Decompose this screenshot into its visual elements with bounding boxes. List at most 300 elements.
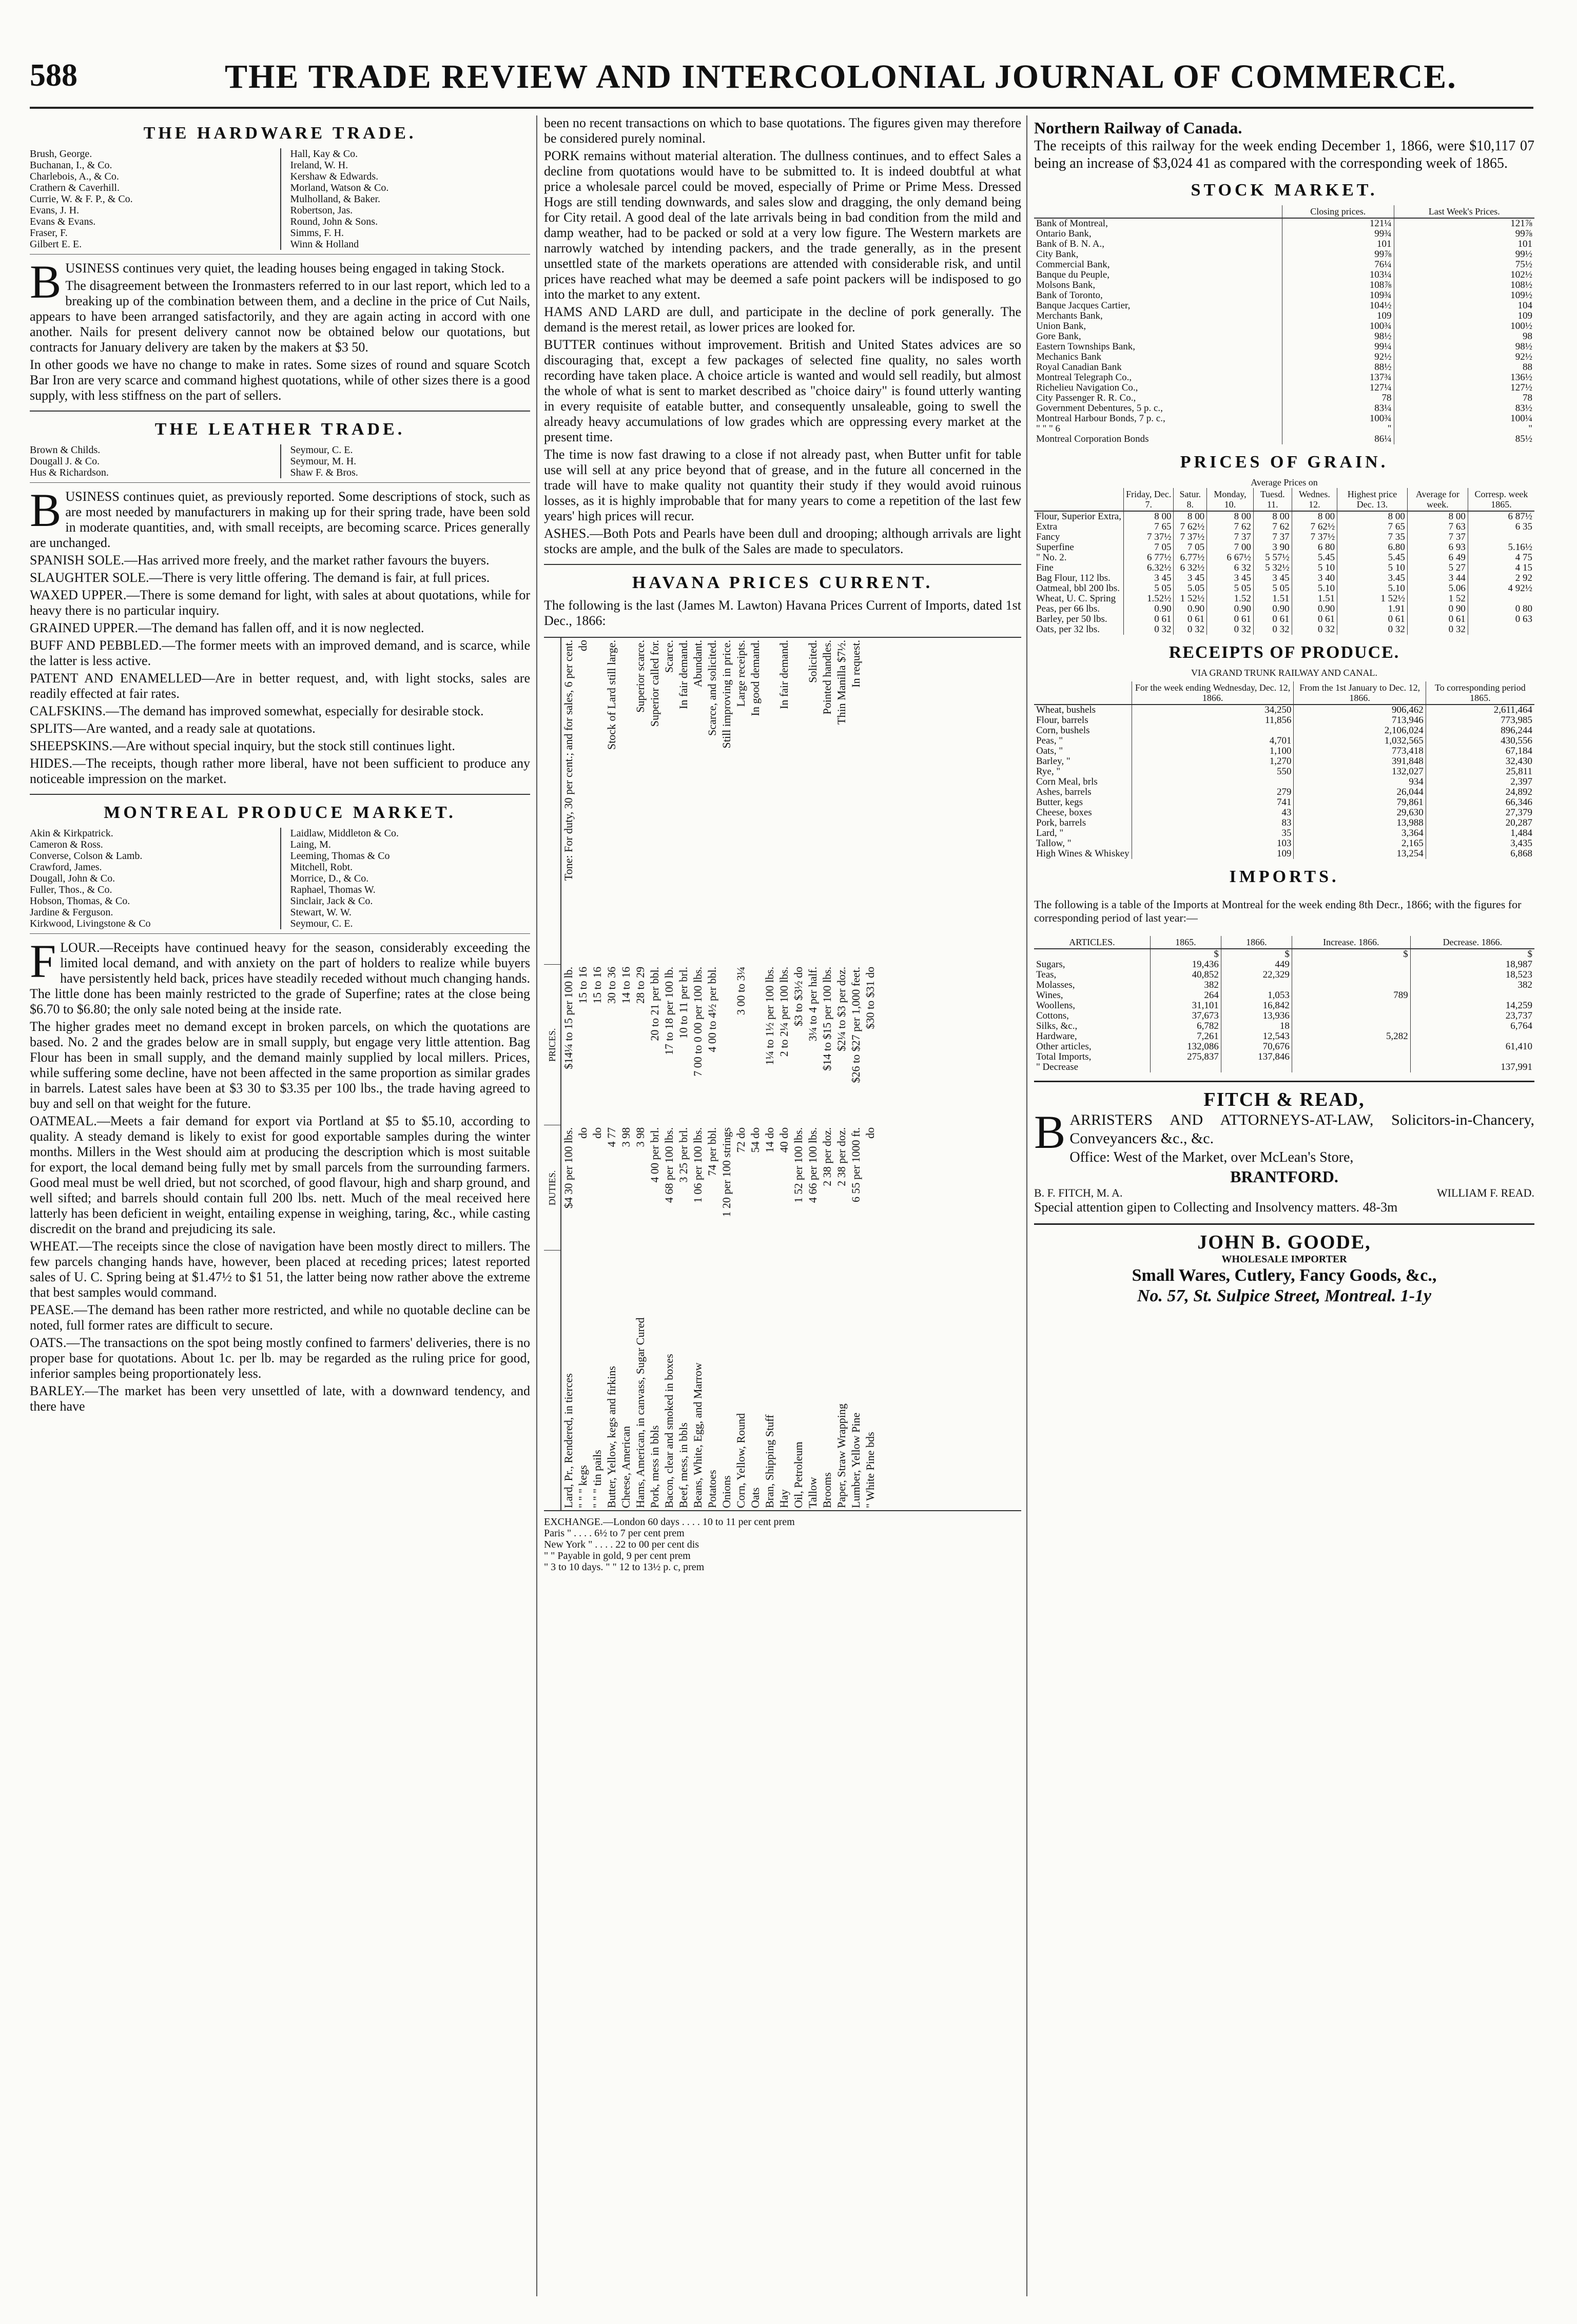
table-cell: 61,410 [1410, 1042, 1534, 1052]
table-cell: 137,846 [1221, 1052, 1292, 1062]
col2-paragraph: The time is now fast drawing to a close if not already past, when Butter unfit for table use will sell at any price beyond that of grease, and in the future all concerned in the trade will have to make quality not quantity their study if they would avoid ruinous losses, as it is highly improbable that for many years to come a repetition of the last few years' high prices will recur. [544, 447, 1021, 523]
firm-name: Fraser, F. [30, 227, 68, 239]
leather-item: HIDES.—The receipts, though rather more liberal, have not been sufficient to produce any noticeable impression on the market. [30, 756, 530, 786]
table-cell: " " " tin pails [591, 1450, 603, 1508]
table-cell: 1 52 [1407, 594, 1468, 604]
table-cell: Eastern Townships Bank, [1036, 341, 1136, 352]
firm-name: Simms, F. H. [290, 227, 344, 239]
table-cell: 382 [1150, 980, 1221, 990]
table-cell: 6,782 [1150, 1021, 1221, 1031]
table-cell: " White Pine bds [864, 1432, 877, 1508]
table-cell: $ [1410, 949, 1534, 960]
table-cell: Wheat, bushels [1036, 705, 1096, 715]
table-cell: 7 37½ [1124, 532, 1174, 542]
table-cell: 0 61 [1174, 614, 1207, 624]
column-3 [1034, 115, 1534, 1306]
table-cell [748, 965, 763, 1125]
table-cell: Tallow [806, 1477, 819, 1508]
table-cell: 0 63 [1468, 614, 1534, 624]
table-cell: 3 45 [1207, 573, 1254, 583]
table-cell: 5 05 [1207, 583, 1254, 594]
table-cell: 0 32 [1207, 624, 1254, 635]
leather-item: SHEEPSKINS.—Are without special inquiry, but the stock still continues light. [30, 738, 455, 753]
table-cell: $30 to $31 do [864, 966, 877, 1029]
stock-col-last: Last Week's Prices. [1394, 205, 1534, 218]
exchange-line: New York " . . . . 22 to 00 per cent dis [544, 1539, 699, 1550]
receipts-table [1034, 681, 1534, 859]
grain-col-article [1034, 488, 1124, 511]
leather-item: WAXED UPPER.—There is some demand for light, with sales at about quotations, while for heavy there is no particular inquiry. [30, 588, 530, 618]
table-cell: 5,282 [1292, 1031, 1410, 1042]
firm-name: Evans, J. H. [30, 205, 80, 216]
imports-col-header: Increase. 1866. [1292, 936, 1410, 949]
imports-col-header: Decrease. 1866. [1410, 936, 1534, 949]
havana-row [662, 638, 676, 1510]
grain-row [1034, 553, 1534, 563]
stock-row [1034, 249, 1534, 260]
table-cell: 0 90 [1407, 604, 1468, 614]
table-cell: Thin Manilla $7½. [835, 640, 848, 725]
divider [30, 411, 530, 412]
table-cell: 1,270 [1132, 756, 1294, 767]
firm-name: Akin & Kirkpatrick. [30, 828, 113, 839]
table-cell: Fancy [1036, 532, 1060, 542]
hardware-paragraph: The disagreement between the Ironmasters referred to in our last report, which led to a breaking up of the combination between them, and a decline in the price of Cut Nails, appears to have been arranged satisfactorily, and they are again acting in accord with one another. Nails for present delivery cannot now be obtained below our quotations, but contracts for January delivery are taken by the makers at $3 50. [30, 278, 530, 355]
firms-right [280, 444, 531, 478]
firm-name: Laing, M. [290, 839, 331, 850]
table-cell: Union Bank, [1036, 321, 1086, 331]
page-title: THE TRADE REVIEW AND INTERCOLONIAL JOURNAL OF COMMERCE. [225, 58, 1457, 95]
leather-item: SPLITS—Are wanted, and a ready sale at quotations. [30, 721, 316, 736]
table-cell: 132,086 [1150, 1042, 1221, 1052]
leather-item: BUFF AND PEBBLED.—The former meets with an improved demand, and is scarce, while the latter is less active. [30, 638, 530, 668]
drop-cap: B [30, 256, 62, 308]
table-cell [1410, 1031, 1534, 1042]
table-cell: 40 do [777, 1127, 790, 1153]
goode-advert [1034, 1223, 1534, 1306]
table-cell: 7 65 [1124, 522, 1174, 532]
table-cell: 1 52½ [1174, 594, 1207, 604]
havana-rotated [544, 638, 1021, 1510]
table-cell: 85½ [1394, 434, 1534, 444]
table-cell: 31,101 [1150, 1001, 1221, 1011]
stock-row [1034, 218, 1534, 229]
firm-name: Seymour, C. E. [290, 444, 353, 456]
table-cell [1150, 1062, 1221, 1072]
table-cell: 2 38 per doz. [821, 1127, 833, 1186]
table-cell: 3¼ to 4 per half. [806, 966, 819, 1042]
table-cell: 5 57½ [1253, 553, 1292, 563]
table-cell: 121⅞ [1394, 218, 1534, 229]
table-cell: Hardware, [1036, 1031, 1077, 1042]
firm-name: Converse, Colson & Lamb. [30, 850, 143, 862]
stock-row [1034, 352, 1534, 362]
stock-row [1034, 290, 1534, 301]
table-cell: Wheat, U. C. Spring [1036, 593, 1116, 604]
fitch-line: BARRISTERS AND ATTORNEYS-AT-LAW, Solicitors-in-Chancery, Conveyancers &c., &c. [1034, 1106, 1534, 1158]
table-cell: Potatoes [706, 1470, 718, 1508]
table-cell: Banque Jacques Cartier, [1036, 300, 1131, 311]
firm-name: Dougall, John & Co. [30, 873, 115, 884]
table-cell: 37,673 [1150, 1011, 1221, 1021]
table-cell: 3 98 [619, 1127, 632, 1147]
havana-row [676, 638, 691, 1510]
table-cell: 28 to 29 [634, 966, 647, 1004]
table-cell: Superior scarce. [634, 640, 647, 713]
table-cell: do [576, 1127, 589, 1139]
table-cell: Wines, [1036, 990, 1063, 1001]
table-cell: 43 [1132, 808, 1294, 818]
column-rule [1026, 115, 1027, 2296]
table-cell [1221, 980, 1292, 990]
stock-row [1034, 311, 1534, 321]
table-cell: Barley, " [1036, 756, 1070, 767]
grain-col-header: Wednes. 12. [1292, 488, 1337, 511]
table-cell: Corn Meal, brls [1036, 776, 1098, 787]
table-cell [791, 638, 806, 965]
table-cell: Large receipts. [734, 640, 747, 707]
table-cell: Teas, [1036, 969, 1057, 980]
firm-name: Seymour, M. H. [290, 456, 357, 467]
table-cell: 83 [1132, 818, 1294, 828]
table-cell: 6.77½ [1174, 553, 1207, 563]
receipts-col-header: From the 1st January to Dec. 12, 1866. [1294, 681, 1426, 705]
table-cell: 275,837 [1150, 1052, 1221, 1062]
stock-row [1034, 414, 1534, 424]
table-cell: Commercial Bank, [1036, 259, 1110, 270]
table-cell: 2,397 [1426, 777, 1534, 787]
firm-name: Buchanan, I., & Co. [30, 160, 112, 171]
table-cell: 127¼ [1282, 383, 1394, 393]
stock-row [1034, 239, 1534, 249]
table-cell: 19,436 [1150, 960, 1221, 970]
table-cell: 3 45 [1124, 573, 1174, 583]
col2-paragraph: been no recent transactions on which to base quotations. The figures given may therefore be considered purely nominal. [544, 115, 1021, 146]
table-cell: Royal Canadian Bank [1036, 362, 1122, 373]
firm-name: Raphael, Thomas W. [290, 884, 376, 895]
receipts-row [1034, 746, 1534, 756]
table-cell: 7 62 [1207, 522, 1254, 532]
firm-name: Sinclair, Jack & Co. [290, 895, 373, 907]
table-cell: 6 87½ [1468, 511, 1534, 522]
table-cell: 25,811 [1426, 767, 1534, 777]
column-1 [30, 115, 530, 1416]
fitch-city: BRANTFORD. [1230, 1167, 1338, 1186]
havana-row [863, 638, 878, 1510]
grain-row [1034, 594, 1534, 604]
table-cell: 98½ [1282, 331, 1394, 342]
table-cell: 1 20 per 100 strings [720, 1127, 733, 1217]
table-cell: 7 62 [1253, 522, 1292, 532]
table-cell: Still improving in price. [720, 640, 733, 749]
table-cell: $ [1150, 949, 1221, 960]
table-cell: 23,737 [1410, 1011, 1534, 1021]
table-cell: 92½ [1394, 352, 1534, 362]
table-cell: 109¾ [1282, 290, 1394, 301]
table-cell: 66,346 [1426, 797, 1534, 808]
stock-row [1034, 383, 1534, 393]
col2-paragraph: PORK remains without material alteration. The dullness continues, and to effect Sales a decline from quotations would have to be submitted to. It is indeed doubtful at what price a wholesale parcel could be moved, especially of Prime or Prime Mess. Dressed Hogs are still tending downwards, and sales slow and dragging, the only demand being for City retail. A good deal of the late arrivals being in bad condition from the mild and damp weather, had to be packed or sold at a very low figure. The Western markets are narrowly watched by intending packers, and the trade generally, as in the present unsettled state of the markets operations are attended with considerable risk, and until prices have reached what may be deemed a safe point packers will be indisposed to go into the market to any extent. [544, 148, 1021, 302]
firms-left [30, 828, 280, 929]
havana-row [590, 638, 605, 1510]
col2-paragraph: HAMS AND LARD are dull, and participate in the decline of pork generally. The demand is the merest retail, as lower prices are looked for. [544, 304, 1021, 335]
table-cell: 18,523 [1410, 970, 1534, 980]
stock-heading: STOCK MARKET. [1191, 181, 1378, 200]
table-cell: Cottons, [1036, 1010, 1069, 1021]
table-cell: 83½ [1394, 403, 1534, 414]
table-cell: 2 38 per doz. [835, 1127, 848, 1186]
table-cell: " [1394, 424, 1534, 434]
table-cell: 5 10 [1292, 563, 1337, 573]
table-cell: 14,259 [1410, 1001, 1534, 1011]
table-cell: 5.10 [1292, 583, 1337, 594]
receipts-sub: VIA GRAND TRUNK RAILWAY AND CANAL. [1191, 668, 1377, 678]
receipts-row [1034, 818, 1534, 828]
table-cell: 1.51 [1292, 594, 1337, 604]
table-cell: Scarce. [663, 640, 675, 673]
table-cell: 4,701 [1132, 736, 1294, 746]
table-cell: 2 to 2¼ per 100 lbs. [777, 966, 790, 1057]
table-cell: Government Debentures, 5 p. c., [1036, 403, 1163, 414]
firm-name: Mitchell, Robt. [290, 862, 353, 873]
table-cell: 5 05 [1124, 583, 1174, 594]
table-cell: " Decrease [1036, 1062, 1079, 1072]
table-cell: 0 61 [1407, 614, 1468, 624]
table-cell: 391,848 [1294, 756, 1426, 767]
table-cell: 7 37½ [1292, 532, 1337, 542]
table-cell [1292, 960, 1410, 970]
havana-row [791, 638, 806, 1510]
fitch-office: Office: West of the Market, over McLean's Store, [1069, 1149, 1354, 1165]
stock-row [1034, 373, 1534, 383]
table-cell: Fine [1036, 562, 1054, 573]
table-cell: Corn, bushels [1036, 725, 1090, 736]
receipts-row [1034, 715, 1534, 726]
table-cell [1468, 624, 1534, 635]
table-cell: 0.90 [1174, 604, 1207, 614]
firm-name: Laidlaw, Middleton & Co. [290, 828, 399, 839]
table-cell: Barley, per 50 lbs. [1036, 614, 1107, 624]
grain-row [1034, 573, 1534, 583]
table-cell: 1.52½ [1124, 594, 1174, 604]
firm-name: Mulholland, & Baker. [290, 193, 381, 205]
table-cell: Pointed handles. [821, 640, 833, 715]
table-cell: 22,329 [1221, 970, 1292, 980]
table-cell: Tone: For duty, 30 per cent.; and for sales, 6 per cent. [562, 640, 575, 881]
stock-col-closing: Closing prices. [1282, 205, 1394, 218]
table-cell: 7 62½ [1292, 522, 1337, 532]
stock-row [1034, 362, 1534, 373]
table-cell: Butter, Yellow, kegs and firkins [605, 1366, 618, 1508]
table-cell: Montreal Corporation Bonds [1036, 434, 1149, 444]
table-cell: Cheese, boxes [1036, 807, 1092, 818]
havana-row [619, 638, 633, 1510]
havana-col-duties: DUTIES. [544, 1125, 561, 1251]
firms-left [30, 148, 280, 250]
table-cell: 3 98 [634, 1127, 647, 1147]
table-cell [1221, 1062, 1292, 1072]
havana-row [719, 638, 734, 1510]
table-cell: 74 per bbl. [706, 1127, 718, 1176]
table-cell: 15 to 16 [576, 966, 589, 1004]
table-cell: 8 00 [1207, 511, 1254, 522]
table-cell: " [1282, 424, 1394, 434]
table-cell: 40,852 [1150, 970, 1221, 980]
table-cell: Cheese, American [619, 1425, 632, 1508]
leather-paragraph: BUSINESS continues quiet, as previously reported. Some descriptions of stock, such as are most needed by manufacturers in making up for their spring trade, have been sold in moderate quantities, and, with small receipts, are becoming scarce. Prices generally are unchanged. [30, 484, 530, 550]
table-cell: 67,184 [1426, 746, 1534, 756]
table-cell: 4 77 [605, 1127, 618, 1147]
table-cell: 6 49 [1407, 553, 1468, 563]
firm-name: Morland, Watson & Co. [290, 182, 389, 193]
table-cell: $ [1292, 949, 1410, 960]
table-cell: 773,418 [1294, 746, 1426, 756]
table-cell: Lumber, Yellow Pine [849, 1412, 862, 1508]
grain-col-header: Average for week. [1407, 488, 1468, 511]
hardware-paragraph: In other goods we have no change to make in rates. Some sizes of round and square Scotch Bar Iron are very scarce and command highest quotations, while of other sizes there is a good supply, with less stiffness on the part of sellers. [30, 357, 530, 403]
table-cell: 3 45 [1174, 573, 1207, 583]
imports-col-header: 1866. [1221, 936, 1292, 949]
havana-table [544, 638, 878, 1510]
table-cell [1468, 594, 1534, 604]
table-cell: 137,991 [1410, 1062, 1534, 1072]
table-cell: 18 [1221, 1021, 1292, 1031]
table-cell: " " " 6 [1036, 423, 1061, 434]
table-cell: 773,985 [1426, 715, 1534, 726]
grain-col-header: Highest price Dec. 13. [1337, 488, 1408, 511]
table-cell: " " " kegs [576, 1465, 589, 1508]
table-cell: Hay [777, 1489, 790, 1508]
table-cell: 7 05 [1174, 542, 1207, 553]
table-cell: 1 06 per 100 lbs. [691, 1127, 704, 1203]
havana-intro: The following is the last (James M. Lawton) Havana Prices Current of Imports, dated 1st Dec., 1866: [544, 598, 1021, 628]
table-cell: In fair demand. [777, 640, 790, 709]
table-cell: 1¼ to 1½ per 100 lbs. [763, 966, 776, 1065]
table-cell: 109 [1282, 311, 1394, 321]
leather-item: CALFSKINS.—The demand has improved somewhat, especially for desirable stock. [30, 704, 484, 718]
fitch-note: Special attention gipen to Collecting and Insolvency matters. 48-3m [1034, 1200, 1398, 1215]
receipts-row [1034, 797, 1534, 808]
table-cell: 0 32 [1407, 624, 1468, 635]
table-cell: Ontario Bank, [1036, 228, 1092, 239]
table-cell: 0 61 [1337, 614, 1408, 624]
table-cell: 13,988 [1294, 818, 1426, 828]
table-cell: 103¼ [1282, 270, 1394, 280]
table-cell: Oats, per 32 lbs. [1036, 624, 1100, 635]
produce-paragraph: The higher grades meet no demand except in broken parcels, on which the quotations are based. No. 2 and the grades below are in small supply, but engage very little attention. Bag Flour has been in small supply, and the demand mainly supplied by local millers. Prices, while suffering some decline, have not been affected in the same proportion as similar grades in barrels. Latest sales have been at $3 30 to $3.35 per 100 lbs., the trade having agreed to buy and sell on that weight for the future. [30, 1019, 530, 1111]
havana-row [576, 638, 590, 1510]
table-cell: 20,287 [1426, 818, 1534, 828]
table-cell: 29,630 [1294, 808, 1426, 818]
table-cell: 789 [1292, 990, 1410, 1001]
firm-name: Jardine & Ferguson. [30, 907, 113, 918]
table-cell: 6.80 [1337, 542, 1408, 553]
table-cell [590, 638, 605, 965]
table-cell: 100¾ [1282, 414, 1394, 424]
table-cell: Superior called for. [648, 640, 661, 727]
table-cell: 14 do [763, 1127, 776, 1153]
havana-row [763, 638, 777, 1510]
grain-col-header: Friday, Dec. 7. [1124, 488, 1174, 511]
table-cell: $3 to $3½ do [792, 966, 805, 1026]
table-cell: 0.90 [1207, 604, 1254, 614]
imports-row [1034, 980, 1534, 990]
firm-name: Round, John & Sons. [290, 216, 378, 227]
table-cell: 3 45 [1253, 573, 1292, 583]
leather-item: SLAUGHTER SOLE.—There is very little offering. The demand is fair, at full prices. [30, 570, 490, 585]
table-cell: 1,100 [1132, 746, 1294, 756]
firm-name: Brown & Childs. [30, 444, 101, 456]
table-cell: Bacon, clear and smoked in boxes [663, 1354, 675, 1508]
table-cell: 101 [1394, 239, 1534, 249]
imports-intro: The following is a table of the Imports at Montreal for the week ending 8th Decr., 1866; with the figures for corresponding period of last year:— [1034, 898, 1522, 924]
table-cell: 20 to 21 per bbl. [648, 966, 661, 1041]
firm-name: Crathern & Caverhill. [30, 182, 120, 193]
grain-row [1034, 624, 1534, 635]
havana-row [820, 638, 834, 1510]
firm-name: Kershaw & Edwards. [290, 171, 379, 182]
table-cell: 100¾ [1282, 321, 1394, 331]
exchange-rates [544, 1516, 1021, 1573]
table-cell: 0 61 [1207, 614, 1254, 624]
imports-heading: IMPORTS. [1229, 867, 1339, 886]
firms-left [30, 444, 280, 478]
table-cell [1132, 726, 1294, 736]
masthead [30, 57, 1533, 109]
table-cell: 16,842 [1221, 1001, 1292, 1011]
havana-col-article [544, 1251, 561, 1510]
havana-heading: HAVANA PRICES CURRENT. [632, 573, 933, 592]
table-cell: $4 30 per 100 lbs. [562, 1127, 575, 1209]
table-cell: Other articles, [1036, 1041, 1092, 1052]
table-cell: $ [1221, 949, 1292, 960]
table-cell: 10 to 11 per brl. [677, 966, 690, 1039]
table-cell: 100¼ [1394, 414, 1534, 424]
stock-row [1034, 424, 1534, 434]
table-cell: Montreal Harbour Bonds, 7 p. c., [1036, 413, 1165, 424]
table-cell: 8 00 [1407, 511, 1468, 522]
table-cell: 7 00 [1207, 542, 1254, 553]
leather-items [30, 553, 530, 787]
table-cell: 5 32½ [1253, 563, 1292, 573]
goode-sub: WHOLESALE IMPORTER [1221, 1254, 1347, 1265]
col2-paragraph: ASHES.—Both Pots and Pearls have been dull and drooping; although arrivals are light stocks are ample, and the bulk of the Sales are made to speculators. [544, 526, 1021, 556]
table-cell: 279 [1132, 787, 1294, 797]
table-cell: Abundant. [691, 640, 704, 688]
table-cell: 7 37 [1253, 532, 1292, 542]
imports-row [1034, 1062, 1534, 1072]
table-cell: 8 00 [1174, 511, 1207, 522]
produce-paragraph: WHEAT.—The receipts since the close of navigation have been mostly direct to millers. The few parcels changing hands have, however, been placed at receding prices; latest reported sales of U. C. Spring being at $1.47½ to $1 51, the latter being now rather above the extreme that best samples would command. [30, 1239, 530, 1300]
table-cell [1410, 1052, 1534, 1062]
table-cell: 4 15 [1468, 563, 1534, 573]
table-cell: Extra [1036, 521, 1058, 532]
table-cell: 35 [1132, 828, 1294, 838]
firm-name: Charlebois, A., & Co. [30, 171, 119, 182]
table-cell: 0 32 [1337, 624, 1408, 635]
grain-row [1034, 583, 1534, 594]
table-cell: 127½ [1394, 383, 1534, 393]
havana-col-prices: PRICES. [544, 965, 561, 1125]
table-cell: 109 [1394, 311, 1534, 321]
table-cell: Pork, barrels [1036, 817, 1086, 828]
table-cell: Woollens, [1036, 1000, 1076, 1011]
receipts-row [1034, 726, 1534, 736]
fitch-partners: B. F. FITCH, M. A. WILLIAM F. READ. [1034, 1186, 1534, 1199]
table-cell: 75½ [1394, 260, 1534, 270]
table-cell: Molsons Bank, [1036, 280, 1096, 290]
firm-name: Morrice, D., & Co. [290, 873, 369, 884]
